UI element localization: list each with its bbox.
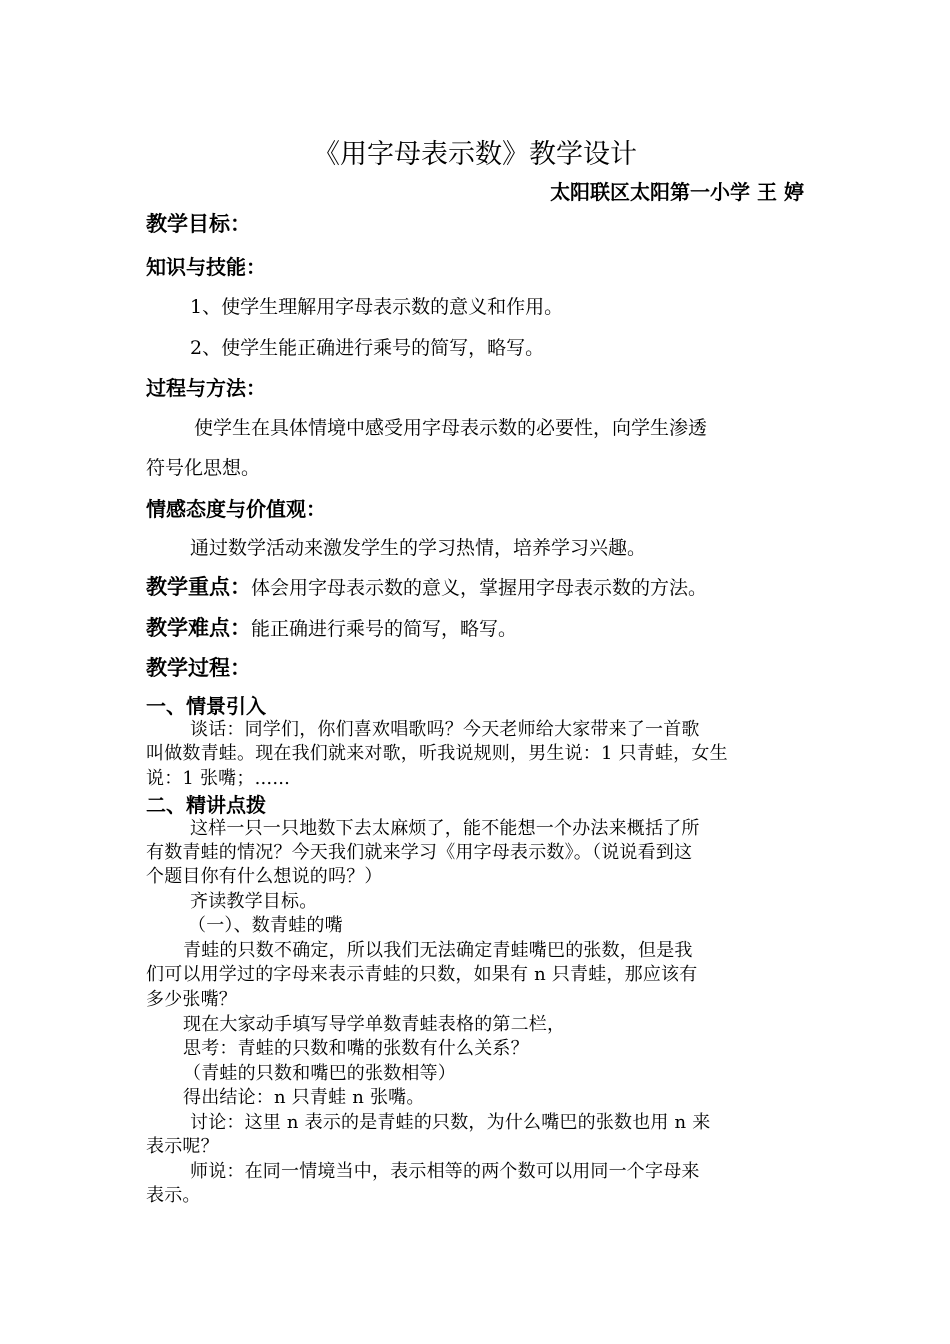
knowledge-item-1: 1、使学生理解用字母表示数的意义和作用。 <box>190 296 564 318</box>
section-2-line-2: 有数青蛙的情况？今天我们就来学习《用字母表示数》。（说说看到这 <box>146 842 693 863</box>
document-title: 《用字母表示数》教学设计 <box>313 139 637 170</box>
subsection-1-line-10: 师说：在同一情境当中，表示相等的两个数可以用同一个字母来 <box>190 1161 700 1182</box>
subsection-1-line-11: 表示。 <box>146 1185 201 1206</box>
section-2-line-4: 齐读教学目标。 <box>190 891 318 912</box>
knowledge-heading: 知识与技能： <box>146 255 266 279</box>
section-1-heading: 一、情景引入 <box>146 694 266 718</box>
process-heading: 过程与方法： <box>146 376 266 400</box>
process-text-line-2: 符号化思想。 <box>146 457 261 479</box>
subsection-1-line-9: 表示呢？ <box>146 1136 219 1157</box>
goals-heading: 教学目标： <box>146 212 251 236</box>
subsection-1-line-3: 多少张嘴？ <box>146 989 237 1010</box>
subsection-1-line-7: 得出结论：n 只青蛙 n 张嘴。 <box>183 1087 425 1108</box>
focus-label: 教学重点： <box>146 575 251 599</box>
subsection-1-heading: （一）、数青蛙的嘴 <box>188 915 343 936</box>
procedure-heading: 教学过程： <box>146 656 251 680</box>
difficulty-label: 教学难点： <box>146 616 251 640</box>
section-1-line-3: 说：1 张嘴；...... <box>146 768 291 789</box>
focus-text: 体会用字母表示数的意义，掌握用字母表示数的方法。 <box>251 577 708 599</box>
section-2-line-3: 个题目你有什么想说的吗？） <box>146 866 383 887</box>
author-line: 太阳联区太阳第一小学 王 婷 <box>550 180 804 204</box>
section-2-heading: 二、精讲点拨 <box>146 793 266 817</box>
section-1-line-2: 叫做数青蛙。现在我们就来对歌，听我说规则，男生说：1 只青蛙，女生 <box>146 743 728 764</box>
difficulty-line <box>146 612 517 642</box>
section-1-line-1: 谈话：同学们，你们喜欢唱歌吗？今天老师给大家带来了一首歌 <box>190 719 700 740</box>
focus-line <box>146 571 707 601</box>
section-2-line-1: 这样一只一只地数下去太麻烦了，能不能想一个办法来概括了所 <box>190 818 700 839</box>
emotion-heading: 情感态度与价值观： <box>146 497 326 521</box>
subsection-1-line-5: 思考：青蛙的只数和嘴的张数有什么关系？ <box>183 1038 529 1059</box>
knowledge-item-2: 2、使学生能正确进行乘号的简写，略写。 <box>190 337 545 359</box>
process-text-line-1: 使学生在具体情境中感受用字母表示数的必要性，向学生渗透 <box>194 417 708 439</box>
subsection-1-line-4: 现在大家动手填写导学单数青蛙表格的第二栏， <box>183 1014 566 1035</box>
subsection-1-line-6: （青蛙的只数和嘴巴的张数相等） <box>183 1063 456 1084</box>
subsection-1-line-8: 讨论：这里 n 表示的是青蛙的只数，为什么嘴巴的张数也用 n 来 <box>190 1112 711 1133</box>
subsection-1-line-1: 青蛙的只数不确定，所以我们无法确定青蛙嘴巴的张数，但是我 <box>183 940 693 961</box>
subsection-1-line-2: 们可以用学过的字母来表示青蛙的只数，如果有 n 只青蛙，那应该有 <box>146 964 698 985</box>
emotion-text: 通过数学活动来激发学生的学习热情，培养学习兴趣。 <box>190 537 647 559</box>
difficulty-text: 能正确进行乘号的简写，略写。 <box>251 618 518 640</box>
